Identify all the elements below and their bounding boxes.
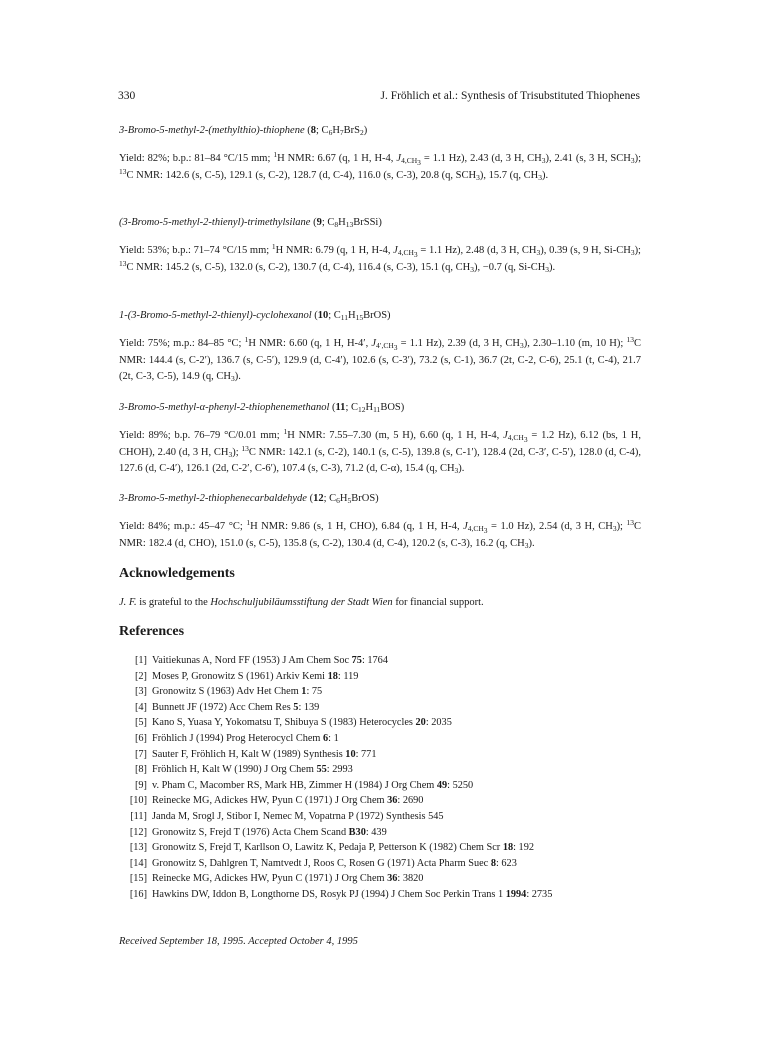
reference-text: Gronowitz S, Frejd T, Karllson O, Lawitz K, Pedaja P, Petterson K (1982) Chem Scr 18: 192 xyxy=(152,842,534,854)
compound-title: 3-Bromo-5-methyl-2-(methylthio)-thiophene (8; $C_6H_7BrS_2$) xyxy=(119,125,368,137)
reference-item xyxy=(118,715,648,731)
reference-item xyxy=(118,762,648,778)
reference-number: [8] xyxy=(134,764,147,776)
reference-text: Gronowitz S, Frejd T (1976) Acta Chem Scand B30: 439 xyxy=(152,826,387,838)
reference-item xyxy=(118,825,648,841)
compound-8 xyxy=(119,123,641,184)
reference-item xyxy=(118,747,648,763)
running-title: J. Fröhlich et al.: Synthesis of Trisubstituted Thiophenes xyxy=(380,90,640,102)
compound-title: 3-Bromo-5-methyl-α-phenyl-2-thiophenemethanol (11; $C_{12}H_{11}BOS$) xyxy=(119,402,405,414)
compound-title: (3-Bromo-5-methyl-2-thienyl)-trimethylsilane (9; $C_8H_{13}BrSSi$) xyxy=(119,217,382,229)
reference-number: [10] xyxy=(129,795,147,807)
reference-item xyxy=(118,778,648,794)
reference-text: Sauter F, Fröhlich H, Kalt W (1989) Synthesis 10: 771 xyxy=(152,748,377,760)
reference-item xyxy=(118,887,648,903)
reference-text: Moses P, Gronowitz S (1961) Arkiv Kemi 18: 119 xyxy=(152,670,359,682)
compound-12 xyxy=(119,491,641,552)
reference-text: Fröhlich H, Kalt W (1990) J Org Chem 55: 2993 xyxy=(152,764,353,776)
reference-list xyxy=(118,653,648,903)
reference-text: Janda M, Srogl J, Stibor I, Nemec M, Vopatrna P (1972) Synthesis 545 xyxy=(152,810,444,822)
reference-number: [6] xyxy=(134,732,147,744)
reference-number: [3] xyxy=(134,686,147,698)
acknowledgements-heading: Acknowledgements xyxy=(119,566,235,581)
reference-text: Fröhlich J (1994) Prog Heterocycl Chem 6: 1 xyxy=(152,732,339,744)
reference-number: [9] xyxy=(134,779,147,791)
reference-text: v. Pham C, Macomber RS, Mark HB, Zimmer H (1984) J Org Chem 49: 5250 xyxy=(152,779,474,791)
reference-text: Kano S, Yuasa Y, Yokomatsu T, Shibuya S (1983) Heterocycles 20: 2035 xyxy=(152,717,452,729)
compound-data: Yield: 53%; b.p.: 71–74 °C/15 mm; $^1$H NMR: 6.79 (q, 1 H, H-4, $J_{4,CH_3} = 1.1$ Hz), 2.48 (d, 3 H, $CH_3$), 0.39 (s, 9 H, $Si-CH_3$); $^{13}$C NMR: 145.2 (s, C-5), 132.0 (s, C-2), 130.7 (d, C-4), 116.4 (s, C-3), 15.1 (q, $CH_3$), −0.7 (q, $Si-CH_3$). xyxy=(119,242,641,274)
reference-item xyxy=(118,840,648,856)
received-date: Received September 18, 1995. Accepted October 4, 1995 xyxy=(119,936,358,947)
page-number: 330 xyxy=(118,90,136,102)
reference-text: Gronowitz S, Dahlgren T, Namtvedt J, Roos C, Rosen G (1971) Acta Pharm Suec 8: 623 xyxy=(152,857,517,869)
reference-number: [1] xyxy=(134,655,147,666)
reference-number: [16] xyxy=(129,888,147,900)
compound-title: 3-Bromo-5-methyl-2-thiophenecarbaldehyde (12; $C_6H_5BrOS$) xyxy=(119,493,379,505)
reference-number: [4] xyxy=(134,701,147,713)
references-heading: References xyxy=(119,624,185,639)
reference-number: [7] xyxy=(134,748,147,760)
reference-number: [11] xyxy=(130,810,147,822)
compound-11 xyxy=(119,400,641,477)
reference-text: Reinecke MG, Adickes HW, Pyun C (1971) J Org Chem 36: 2690 xyxy=(152,795,424,807)
compound-10 xyxy=(119,308,641,385)
reference-item xyxy=(118,809,648,825)
compound-data: Yield: 82%; b.p.: 81–84 °C/15 mm; $^1$H NMR: 6.67 (q, 1 H, H-4, $J_{4,CH_3} = 1.1$ Hz), 2.43 (d, 3 H, $CH_3$), 2.41 (s, 3 H, $SCH_3$); $^{13}$C NMR: 142.6 (s, C-5), 129.1 (s, C-2), 128.7 (d, C-4), 116.0 (s, C-3), 20.8 (q, $SCH_3$), 15.7 (q, $CH_3$). xyxy=(119,150,642,182)
reference-number: [15] xyxy=(129,873,147,885)
reference-item xyxy=(118,700,648,716)
reference-number: [14] xyxy=(129,857,147,869)
reference-item xyxy=(118,731,648,747)
reference-number: [5] xyxy=(134,717,147,729)
compound-data: Yield: 84%; m.p.: 45–47 °C; $^1$H NMR: 9.86 (s, 1 H, CHO), 6.84 (q, 1 H, H-4, $J_{4,CH_3} = 1.0$ Hz), 2.54 (d, 3 H, $CH_3$); $^{13}$C NMR: 182.4 (d, CHO), 151.0 (s, C-5), 135.8 (s, C-2), 130.4 (d, C-4), 120.2 (s, C-3), 16.2 (q, $CH_3$). xyxy=(119,518,641,550)
compound-9 xyxy=(119,215,641,276)
compound-data: Yield: 89%; b.p. 76–79 °C/0.01 mm; $^1$H NMR: 7.55–7.30 (m, 5 H), 6.60 (q, 1 H, H-4, $J_{4,CH_3} = 1.2$ Hz), 6.12 (bs, 1 H, CHOH), 2.40 (d, 3 H, $CH_3$); $^{13}$C NMR: 142.1 (s, C-2), 140.1 (s, C-5), 139.8 (s, C-1′), 128.4 (2d, C-3′, C-5′), 128.0 (d, C-4), 127.6 (d, C-4′), 126.1 (2d, C-2′, C-6′), 107.4 (s, C-3), 71.2 (d, C-α), 15.4 (q, $CH_3$). xyxy=(119,427,642,475)
reference-item xyxy=(118,856,648,872)
reference-number: [13] xyxy=(129,842,147,854)
reference-item xyxy=(118,793,648,809)
reference-item xyxy=(118,669,648,685)
reference-number: [12] xyxy=(129,826,147,838)
reference-text: Reinecke MG, Adickes HW, Pyun C (1971) J Org Chem 36: 3820 xyxy=(152,873,424,885)
reference-text: Bunnett JF (1972) Acc Chem Res 5: 139 xyxy=(152,701,320,713)
running-header xyxy=(118,90,640,106)
reference-number: [2] xyxy=(134,670,147,682)
reference-text: Hawkins DW, Iddon B, Longthorne DS, Rosyk PJ (1994) J Chem Soc Perkin Trans 1 1994: 2735 xyxy=(152,888,553,900)
compound-title: 1-(3-Bromo-5-methyl-2-thienyl)-cyclohexanol (10; $C_{11}H_{15}BrOS$) xyxy=(119,310,391,322)
reference-text: Vaitiekunas A, Nord FF (1953) J Am Chem Soc 75: 1764 xyxy=(152,655,388,666)
reference-item xyxy=(118,684,648,700)
compound-data: Yield: 75%; m.p.: 84–85 °C; $^1$H NMR: 6.60 (q, 1 H, H-4′, $J_{4',CH_3} = 1.1$ Hz), 2.39 (d, 3 H, $CH_3$), 2.30–1.10 (m, 10 H); $^{13}$C NMR: 144.4 (s, C-2′), 136.7 (s, C-5′), 129.9 (d, C-4′), 102.6 (s, C-3′), 73.2 (s, C-1), 36.7 (2t, C-2, C-6), 25.1 (t, C-4), 21.7 (2t, C-3, C-5), 14.9 (q, $CH_3$). xyxy=(119,335,641,383)
acknowledgements-text: J. F. is grateful to the Hochschuljubiläumsstiftung der Stadt Wien for financial support. xyxy=(119,597,484,608)
reference-text: Gronowitz S (1963) Adv Het Chem 1: 75 xyxy=(152,686,323,698)
reference-item xyxy=(118,653,648,669)
reference-item xyxy=(118,871,648,887)
